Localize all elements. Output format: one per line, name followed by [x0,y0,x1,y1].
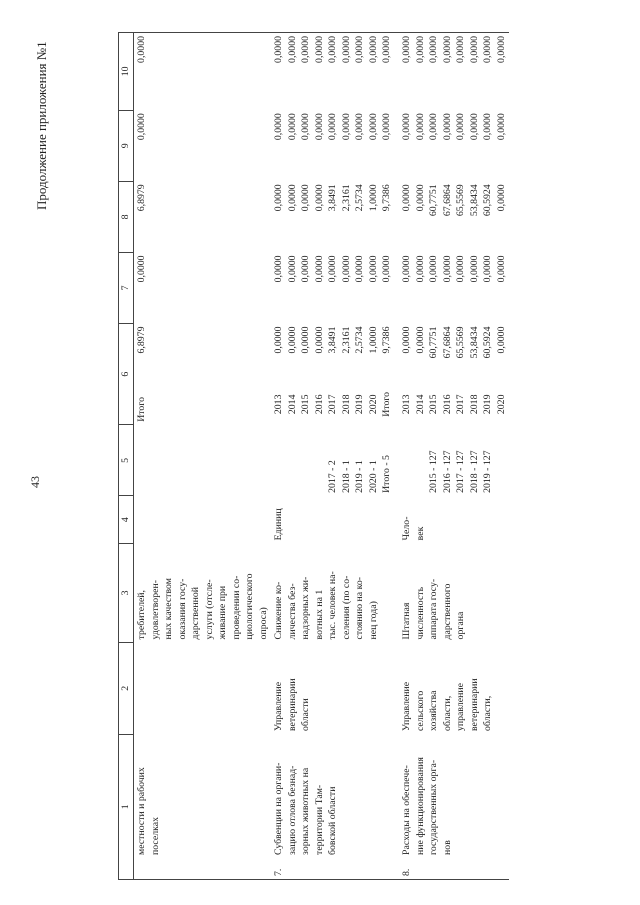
cell-row8-col4: Чело- век [401,516,426,541]
cell-row8-years: 2013 2014 2015 2016 2017 2018 2019 2020 [401,394,507,415]
rotated-table-container [118,32,622,880]
cell-row8-col1: Расходы на обеспече- ние функционирования государственных орга- нов [401,757,453,855]
cell-row7-col2: Управление ветеринарии области [273,678,311,732]
appendix-continuation-note: Продолжение приложения №1 [34,41,49,210]
cell-cont-col8: 6,8979 [136,184,147,212]
cell-row7-col5-targets: 2017 - 2 2018 - 1 2019 - 1 2020 - 1 Итого - 5 [327,455,392,493]
table-row-7 [271,33,399,880]
cell-row7-col8: 0,0000 0,0000 0,0000 0,0000 3,8491 2,3161 2,5734 1,0000 9,7386 [273,184,392,212]
cell-cont-col9: 0,0000 [136,113,147,141]
column-header-2: 2 [119,642,134,734]
cell-row7-years: 2013 2014 2015 2016 2017 2018 2019 2020 Итого [273,391,392,417]
column-header-9: 9 [119,110,134,181]
column-header-8: 8 [119,181,134,252]
column-header-10: 10 [119,33,134,111]
column-header-1: 1 [119,734,134,879]
row-number: 8. [399,858,509,880]
cell-row7-col9: 0,0000 0,0000 0,0000 0,0000 0,0000 0,0000 0,0000 0,0000 0,0000 [273,113,392,141]
cell-cont-total-label: Итого [136,396,147,422]
column-header-4: 4 [119,496,134,543]
cell-row8-col7: 0,0000 0,0000 0,0000 0,0000 0,0000 0,0000 0,0000 0,0000 [401,255,507,283]
column-number-header-row [119,33,134,880]
cell-row7-col10: 0,0000 0,0000 0,0000 0,0000 0,0000 0,0000 0,0000 0,0000 0,0000 [271,33,399,111]
program-expenses-table [118,32,509,880]
row-number: 7. [271,858,399,880]
cell-row8-col6: 0,0000 0,0000 60,7751 67,6864 65,5569 53,8434 60,5924 0,0000 [401,326,507,359]
column-header-5: 5 [119,425,134,496]
column-header-3: 3 [119,543,134,642]
table-row-continued [134,33,272,880]
cell-row7-col3: Снижение ко- личества без- надзорных жи- вотных на 1 тыс. человек на- селения (по со- стоянию на ко- нец года) [273,571,379,640]
cell-cont-col7: 0,0000 [136,255,147,283]
table-row-8 [399,33,509,880]
cell-cont-col1: местности и рабочих поселках [136,767,161,855]
cell-row7-col6: 0,0000 0,0000 0,0000 0,0000 3,8491 2,3161 2,5734 1,0000 9,7386 [273,326,392,354]
cell-row8-col2: Управление сельского хозяйства области, управление ветеринарии области, [401,678,493,732]
cell-row8-col3: Штатная численность аппарата госу- дарственного органа [401,578,466,640]
cell-row8-col8: 0,0000 0,0000 60,7751 67,6864 65,5569 53,8434 60,5924 0,0000 [401,184,507,217]
cell-row7-col7: 0,0000 0,0000 0,0000 0,0000 0,0000 0,0000 0,0000 0,0000 0,0000 [273,255,392,283]
cell-row7-col1: Субвенции на органи- зацию отлова безнад- зорных животных на территории Там- бовской области [273,762,338,855]
cell-row8-col5-targets: 2015 - 127 2016 - 127 2017 - 127 2018 - 127 2019 - 127 [428,450,493,493]
column-header-6: 6 [119,324,134,425]
cell-row8-col10: 0,0000 0,0000 0,0000 0,0000 0,0000 0,0000 0,0000 0,0000 [399,33,509,111]
cell-cont-col3: требителей, удовлетворен- ных качеством оказания госу- дарственной услуги (отсле- живание при проведении со- циологического опроса) [136,573,269,640]
cell-cont-col6: 6,8979 [136,326,147,354]
page-number: 43 [28,476,42,488]
cell-row8-col9: 0,0000 0,0000 0,0000 0,0000 0,0000 0,0000 0,0000 0,0000 [401,113,507,141]
cell-cont-col10: 0,0000 [134,33,272,111]
column-header-7: 7 [119,252,134,323]
cell-row7-col4: Единиц [273,508,284,541]
